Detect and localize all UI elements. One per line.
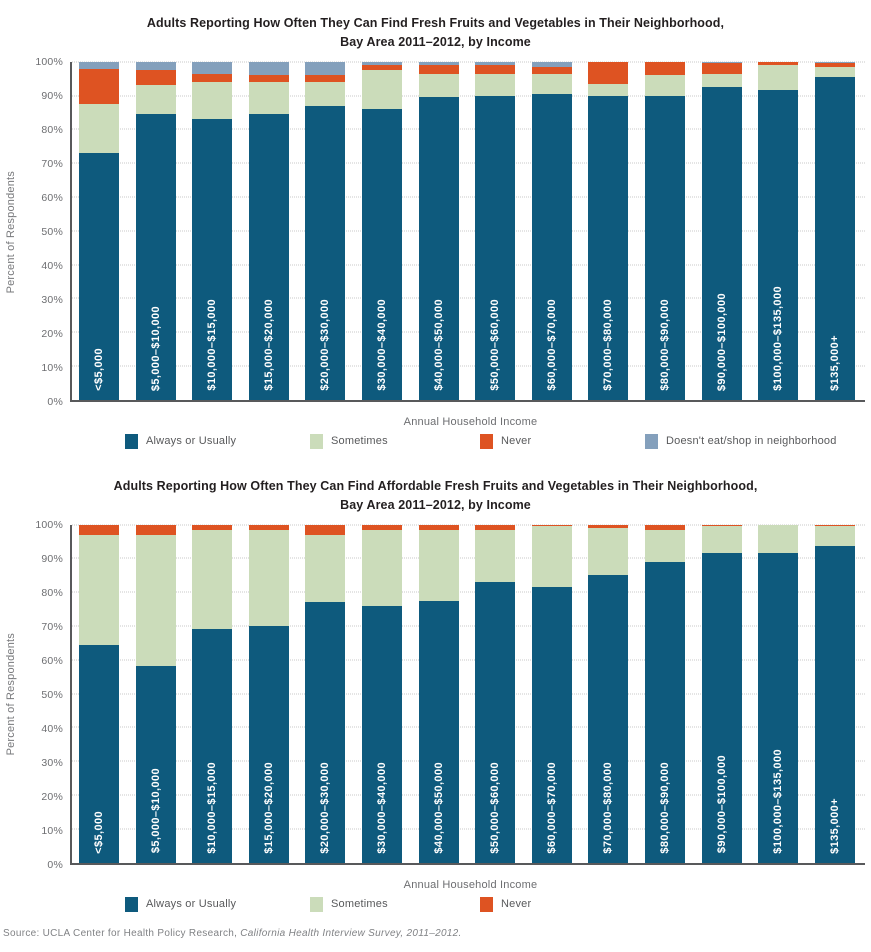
source-note-text: Source: UCLA Center for Health Policy Research, bbox=[3, 927, 241, 939]
bars bbox=[72, 62, 865, 400]
segment-sometimes bbox=[362, 530, 402, 606]
segment-sometimes bbox=[645, 75, 685, 95]
category-label: $40,000–$50,000 bbox=[432, 299, 445, 391]
bar-135000+ bbox=[815, 62, 855, 400]
y-tick-label: 30% bbox=[41, 756, 63, 769]
y-tick-label: 20% bbox=[41, 327, 63, 340]
bar-8000090000 bbox=[645, 62, 685, 400]
category-label: $70,000–$80,000 bbox=[602, 761, 615, 854]
segment-never bbox=[532, 67, 572, 74]
bar-90000100000 bbox=[702, 525, 742, 863]
bar-500010000 bbox=[136, 62, 176, 400]
category-label: <$5,000 bbox=[93, 810, 105, 854]
y-tick-label: 0% bbox=[47, 395, 63, 408]
legend-item bbox=[645, 434, 837, 449]
legend bbox=[0, 897, 871, 912]
legend-item bbox=[480, 434, 645, 449]
bar-4000050000 bbox=[419, 525, 459, 863]
category-label: $80,000–$90,000 bbox=[659, 299, 672, 391]
legend-item bbox=[310, 897, 480, 912]
segment-sometimes bbox=[305, 82, 345, 106]
chart-title-line1: Adults Reporting How Often They Can Find Affordable Fresh Fruits and Vegetables in Their Neighborhood, bbox=[113, 478, 758, 493]
segment-never bbox=[192, 74, 232, 82]
category-label: $5,000–$10,000 bbox=[149, 305, 162, 391]
segment-doesn-t-eat-shop-in-neighborhood bbox=[192, 62, 232, 74]
source-note bbox=[0, 928, 871, 939]
y-tick-label: 100% bbox=[35, 55, 63, 68]
y-axis-ticks bbox=[22, 518, 70, 871]
legend-label: Always or Usually bbox=[146, 898, 237, 910]
bars bbox=[72, 525, 865, 863]
segment-sometimes bbox=[702, 526, 742, 553]
bar-6000070000 bbox=[532, 62, 572, 400]
category-label: $20,000–$30,000 bbox=[319, 299, 332, 391]
plot-area bbox=[70, 62, 865, 402]
category-label: $40,000–$50,000 bbox=[432, 761, 445, 854]
legend-swatch bbox=[480, 434, 493, 449]
y-tick-label: 60% bbox=[41, 191, 63, 204]
segment-sometimes bbox=[305, 535, 345, 603]
category-label: $10,000–$15,000 bbox=[206, 299, 219, 391]
segment-sometimes bbox=[79, 104, 119, 153]
y-tick-label: 90% bbox=[41, 89, 63, 102]
segment-doesn-t-eat-shop-in-neighborhood bbox=[305, 62, 345, 76]
category-label: $15,000–$20,000 bbox=[262, 761, 275, 854]
y-tick-label: 50% bbox=[41, 688, 63, 701]
chart-title-line2: Bay Area 2011–2012, by Income bbox=[340, 498, 531, 513]
bar-100000135000 bbox=[758, 62, 798, 400]
segment-sometimes bbox=[249, 82, 289, 114]
segment-never bbox=[475, 65, 515, 73]
y-tick-label: 80% bbox=[41, 123, 63, 136]
y-axis-title: Percent of Respondents bbox=[5, 170, 17, 293]
segment-sometimes bbox=[79, 535, 119, 645]
bar-2000030000 bbox=[305, 62, 345, 400]
bar-3000040000 bbox=[362, 62, 402, 400]
y-tick-label: 70% bbox=[41, 157, 63, 170]
category-label: $50,000–$60,000 bbox=[489, 299, 502, 391]
segment-sometimes bbox=[362, 70, 402, 109]
bar-1500020000 bbox=[249, 62, 289, 400]
segment-never bbox=[419, 65, 459, 73]
bar-1500020000 bbox=[249, 525, 289, 863]
chart-body bbox=[0, 518, 871, 871]
category-label: $100,000–$135,000 bbox=[772, 286, 785, 391]
y-tick-label: 30% bbox=[41, 293, 63, 306]
category-label: $30,000–$40,000 bbox=[376, 299, 389, 391]
y-tick-label: 20% bbox=[41, 790, 63, 803]
segment-never bbox=[79, 69, 119, 104]
category-label: $20,000–$30,000 bbox=[319, 761, 332, 854]
legend-label: Always or Usually bbox=[146, 435, 237, 448]
segment-sometimes bbox=[758, 65, 798, 90]
chart-title bbox=[0, 477, 871, 516]
category-label: $70,000–$80,000 bbox=[602, 299, 615, 391]
y-tick-label: 0% bbox=[47, 858, 63, 871]
category-label: $30,000–$40,000 bbox=[376, 761, 389, 854]
bar-<5000 bbox=[79, 525, 119, 863]
segment-sometimes bbox=[192, 82, 232, 119]
segment-sometimes bbox=[136, 85, 176, 114]
y-tick-label: 100% bbox=[35, 518, 63, 531]
legend-swatch bbox=[480, 897, 493, 912]
segment-sometimes bbox=[815, 526, 855, 546]
bar-135000+ bbox=[815, 525, 855, 863]
y-axis-title-wrap bbox=[0, 525, 22, 865]
chart-title bbox=[0, 14, 871, 53]
legend-label: Sometimes bbox=[331, 435, 388, 448]
legend-swatch bbox=[310, 897, 323, 912]
y-axis-title-wrap bbox=[0, 62, 22, 402]
category-label: $135,000+ bbox=[828, 797, 841, 854]
legend-swatch bbox=[310, 434, 323, 449]
segment-doesn-t-eat-shop-in-neighborhood bbox=[79, 62, 119, 69]
legend-item bbox=[125, 897, 310, 912]
chart-fresh-produce bbox=[0, 14, 871, 449]
segment-sometimes bbox=[645, 530, 685, 562]
legend-label: Doesn't eat/shop in neighborhood bbox=[666, 435, 837, 448]
bar-7000080000 bbox=[588, 62, 628, 400]
y-tick-label: 10% bbox=[41, 361, 63, 374]
bar-6000070000 bbox=[532, 525, 572, 863]
segment-sometimes bbox=[532, 526, 572, 587]
segment-never bbox=[136, 70, 176, 85]
bar-8000090000 bbox=[645, 525, 685, 863]
bar-4000050000 bbox=[419, 62, 459, 400]
chart-title-line1: Adults Reporting How Often They Can Find Fresh Fruits and Vegetables in Their Neighborhood, bbox=[146, 16, 725, 30]
category-label: <$5,000 bbox=[93, 347, 105, 391]
segment-sometimes bbox=[702, 74, 742, 88]
bar-100000135000 bbox=[758, 525, 798, 863]
y-tick-label: 80% bbox=[41, 586, 63, 599]
y-axis-title: Percent of Respondents bbox=[5, 633, 17, 756]
legend-item bbox=[125, 434, 310, 449]
source-note-citation: California Health Interview Survey, 2011–2012. bbox=[240, 927, 462, 939]
category-label: $100,000–$135,000 bbox=[772, 748, 785, 854]
segment-never bbox=[79, 525, 119, 535]
bar-500010000 bbox=[136, 525, 176, 863]
segment-sometimes bbox=[249, 530, 289, 626]
bar-90000100000 bbox=[702, 62, 742, 400]
segment-never bbox=[645, 62, 685, 76]
category-label: $15,000–$20,000 bbox=[262, 299, 275, 391]
segment-never bbox=[305, 525, 345, 535]
segment-sometimes bbox=[419, 530, 459, 601]
category-label: $60,000–$70,000 bbox=[545, 761, 558, 854]
segment-sometimes bbox=[136, 535, 176, 667]
chart-affordable-produce bbox=[0, 477, 871, 912]
segment-sometimes bbox=[532, 74, 572, 94]
category-label: $10,000–$15,000 bbox=[206, 761, 219, 854]
segment-sometimes bbox=[475, 530, 515, 582]
legend-swatch bbox=[125, 434, 138, 449]
category-label: $90,000–$100,000 bbox=[715, 755, 728, 854]
bar-3000040000 bbox=[362, 525, 402, 863]
segment-never bbox=[136, 525, 176, 535]
category-label: $60,000–$70,000 bbox=[545, 299, 558, 391]
bar-<5000 bbox=[79, 62, 119, 400]
legend-swatch bbox=[125, 897, 138, 912]
bar-1000015000 bbox=[192, 525, 232, 863]
bar-2000030000 bbox=[305, 525, 345, 863]
bar-1000015000 bbox=[192, 62, 232, 400]
segment-sometimes bbox=[192, 530, 232, 630]
chart-body bbox=[0, 55, 871, 408]
category-label: $90,000–$100,000 bbox=[715, 292, 728, 391]
legend-item bbox=[480, 897, 645, 912]
segment-never bbox=[249, 75, 289, 82]
y-tick-label: 70% bbox=[41, 620, 63, 633]
segment-sometimes bbox=[758, 525, 798, 554]
y-tick-label: 60% bbox=[41, 654, 63, 667]
y-tick-label: 10% bbox=[41, 824, 63, 837]
segment-sometimes bbox=[588, 528, 628, 575]
x-axis-title: Annual Household Income bbox=[403, 415, 538, 428]
segment-doesn-t-eat-shop-in-neighborhood bbox=[136, 62, 176, 70]
legend-label: Never bbox=[501, 435, 532, 448]
y-tick-label: 40% bbox=[41, 722, 63, 735]
legend-item bbox=[310, 434, 480, 449]
x-axis-title: Annual Household Income bbox=[403, 878, 538, 891]
segment-never bbox=[588, 62, 628, 84]
y-tick-label: 90% bbox=[41, 552, 63, 565]
plot-area bbox=[70, 525, 865, 865]
legend-label: Never bbox=[501, 898, 532, 910]
legend-swatch bbox=[645, 434, 658, 449]
category-label: $5,000–$10,000 bbox=[149, 768, 162, 854]
segment-never bbox=[305, 75, 345, 82]
bar-5000060000 bbox=[475, 62, 515, 400]
segment-doesn-t-eat-shop-in-neighborhood bbox=[249, 62, 289, 76]
segment-never bbox=[702, 63, 742, 73]
segment-sometimes bbox=[588, 84, 628, 96]
y-tick-label: 50% bbox=[41, 225, 63, 238]
chart-title-line2: Bay Area 2011–2012, by Income bbox=[340, 35, 531, 50]
category-label: $50,000–$60,000 bbox=[489, 761, 502, 854]
bar-7000080000 bbox=[588, 525, 628, 863]
legend bbox=[0, 434, 871, 449]
y-axis-ticks bbox=[22, 55, 70, 408]
segment-sometimes bbox=[475, 74, 515, 96]
category-label: $80,000–$90,000 bbox=[659, 761, 672, 854]
bar-5000060000 bbox=[475, 525, 515, 863]
segment-sometimes bbox=[419, 74, 459, 98]
y-tick-label: 40% bbox=[41, 259, 63, 272]
segment-sometimes bbox=[815, 67, 855, 77]
category-label: $135,000+ bbox=[828, 334, 841, 391]
legend-label: Sometimes bbox=[331, 898, 388, 910]
